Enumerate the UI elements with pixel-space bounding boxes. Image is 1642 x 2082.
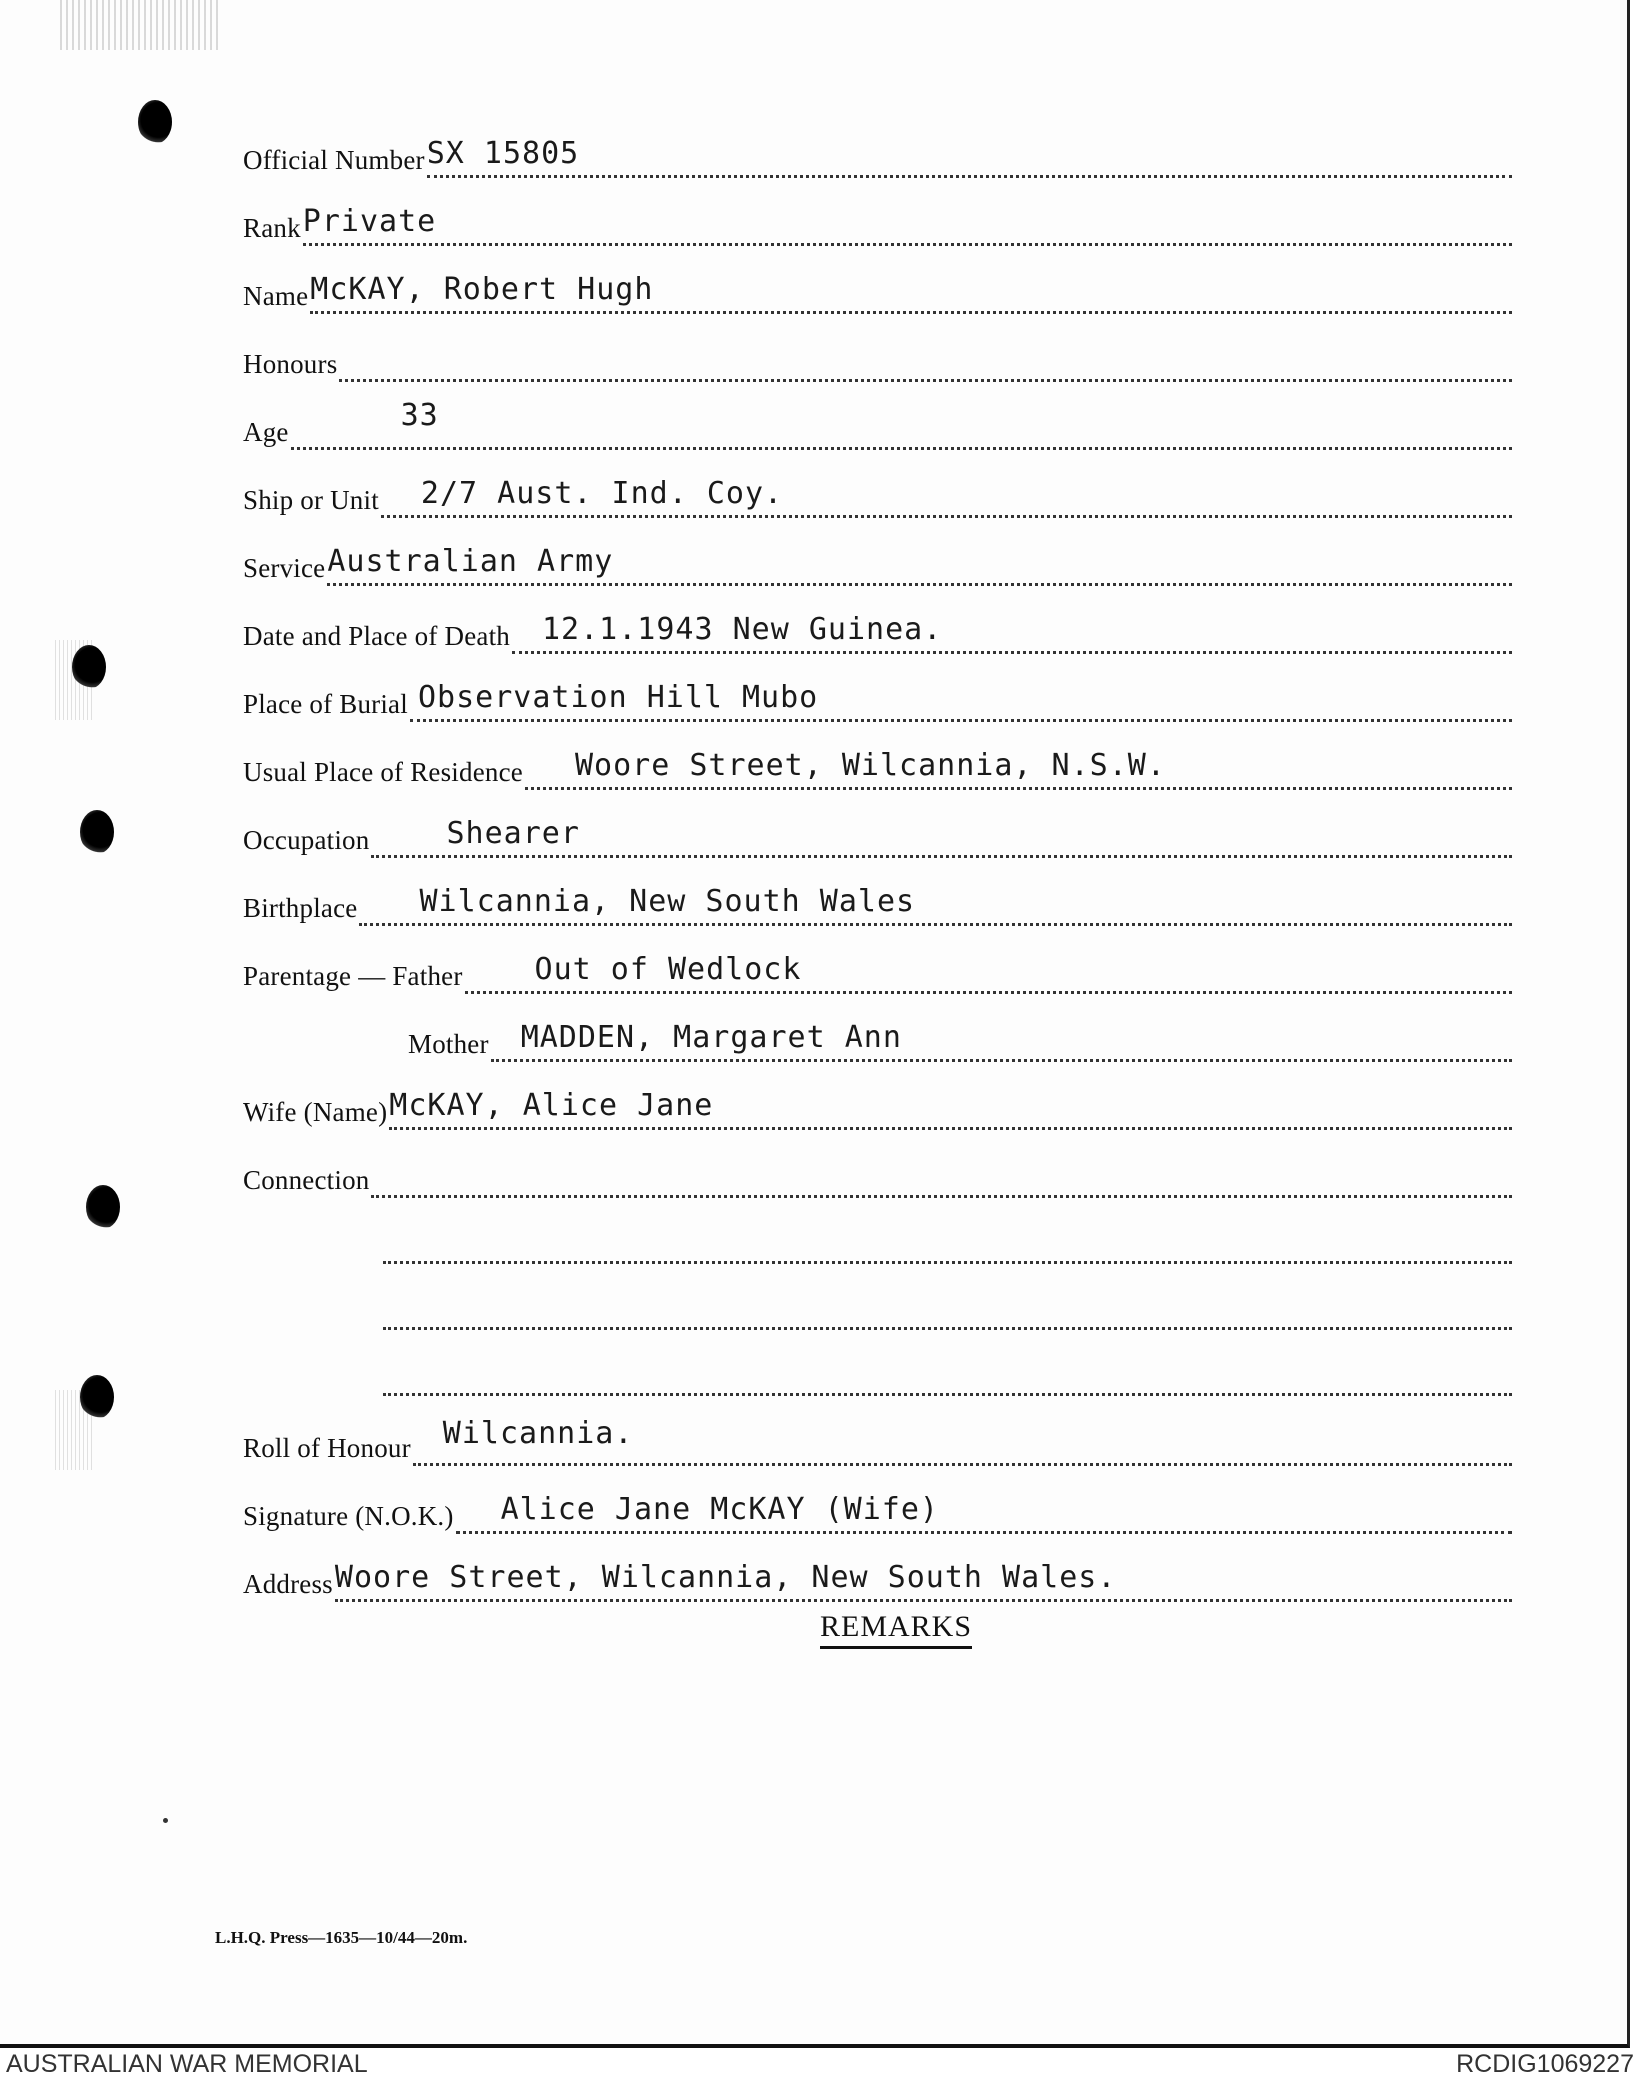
field-rank bbox=[243, 198, 1512, 246]
field-official-number bbox=[243, 130, 1512, 178]
field-signature bbox=[243, 1486, 1512, 1534]
field-label: Usual Place of Residence bbox=[243, 757, 523, 787]
field-value: SX 15805 bbox=[426, 136, 580, 171]
field-mother bbox=[408, 1014, 1512, 1062]
field-value: Australian Army bbox=[327, 544, 614, 579]
field-value: Observation Hill Mubo bbox=[417, 680, 819, 715]
field-label: Rank bbox=[243, 213, 301, 243]
field-label: Parentage — Father bbox=[243, 961, 463, 991]
field-father bbox=[243, 946, 1512, 994]
field-value: Private bbox=[302, 204, 437, 239]
scan-artifact bbox=[60, 0, 220, 50]
punch-hole bbox=[80, 1375, 114, 1419]
field-value: MADDEN, Margaret Ann bbox=[520, 1020, 902, 1055]
field-label: Place of Burial bbox=[243, 689, 408, 719]
field-value: Shearer bbox=[446, 816, 580, 851]
field-value: 2/7 Aust. Ind. Coy. bbox=[420, 476, 784, 511]
blank-line bbox=[383, 1348, 1512, 1396]
field-label: Age bbox=[243, 417, 289, 447]
speck bbox=[163, 1818, 168, 1823]
field-label: Date and Place of Death bbox=[243, 621, 510, 651]
field-birthplace bbox=[243, 878, 1512, 926]
field-label: Occupation bbox=[243, 825, 370, 855]
press-note: L.H.Q. Press—1635—10/44—20m. bbox=[215, 1928, 468, 1947]
remarks-heading: REMARKS bbox=[820, 1610, 972, 1649]
field-honours bbox=[243, 334, 1512, 382]
field-roll-of-honour bbox=[243, 1418, 1512, 1466]
field-label: Ship or Unit bbox=[243, 485, 379, 515]
field-value: Alice Jane McKAY (Wife) bbox=[500, 1492, 939, 1527]
field-place-of-burial bbox=[243, 674, 1512, 722]
field-occupation bbox=[243, 810, 1512, 858]
punch-hole bbox=[72, 645, 106, 689]
blank-line bbox=[383, 1216, 1512, 1264]
field-address bbox=[243, 1554, 1512, 1602]
field-label: Address bbox=[243, 1569, 333, 1599]
field-connection bbox=[243, 1150, 1512, 1198]
footer-record-id: RCDIG1069227 bbox=[1456, 2050, 1634, 2078]
field-label: Honours bbox=[243, 349, 338, 379]
field-label: Signature (N.O.K.) bbox=[243, 1501, 454, 1531]
field-label: Official Number bbox=[243, 145, 425, 175]
field-service bbox=[243, 538, 1512, 586]
field-wife bbox=[243, 1082, 1512, 1130]
field-value: Woore Street, Wilcannia, N.S.W. bbox=[574, 748, 1166, 783]
field-date-place-death bbox=[243, 606, 1512, 654]
punch-hole bbox=[80, 810, 114, 854]
field-value: Woore Street, Wilcannia, New South Wales. bbox=[334, 1560, 1117, 1595]
field-ship-or-unit bbox=[243, 470, 1512, 518]
field-label: Wife (Name) bbox=[243, 1097, 388, 1127]
field-label: Roll of Honour bbox=[243, 1433, 411, 1463]
field-value: McKAY, Alice Jane bbox=[389, 1088, 714, 1123]
field-value: Out of Wedlock bbox=[534, 952, 802, 987]
field-usual-residence bbox=[243, 742, 1512, 790]
field-value: 33 bbox=[400, 398, 439, 433]
field-value: Wilcannia, New South Wales bbox=[419, 884, 916, 919]
blank-line bbox=[383, 1282, 1512, 1330]
field-value: McKAY, Robert Hugh bbox=[310, 272, 654, 307]
field-label: Connection bbox=[243, 1165, 370, 1195]
field-value: 12.1.1943 New Guinea. bbox=[541, 612, 943, 647]
field-value: Wilcannia. bbox=[442, 1416, 634, 1451]
punch-hole bbox=[86, 1185, 120, 1229]
field-name bbox=[243, 266, 1512, 314]
field-label: Service bbox=[243, 553, 326, 583]
field-label: Birthplace bbox=[243, 893, 358, 923]
field-label: Name bbox=[243, 281, 309, 311]
field-label: Mother bbox=[408, 1029, 489, 1059]
footer-institution: AUSTRALIAN WAR MEMORIAL bbox=[6, 2050, 368, 2078]
field-age bbox=[243, 398, 1512, 450]
punch-hole bbox=[138, 100, 172, 144]
